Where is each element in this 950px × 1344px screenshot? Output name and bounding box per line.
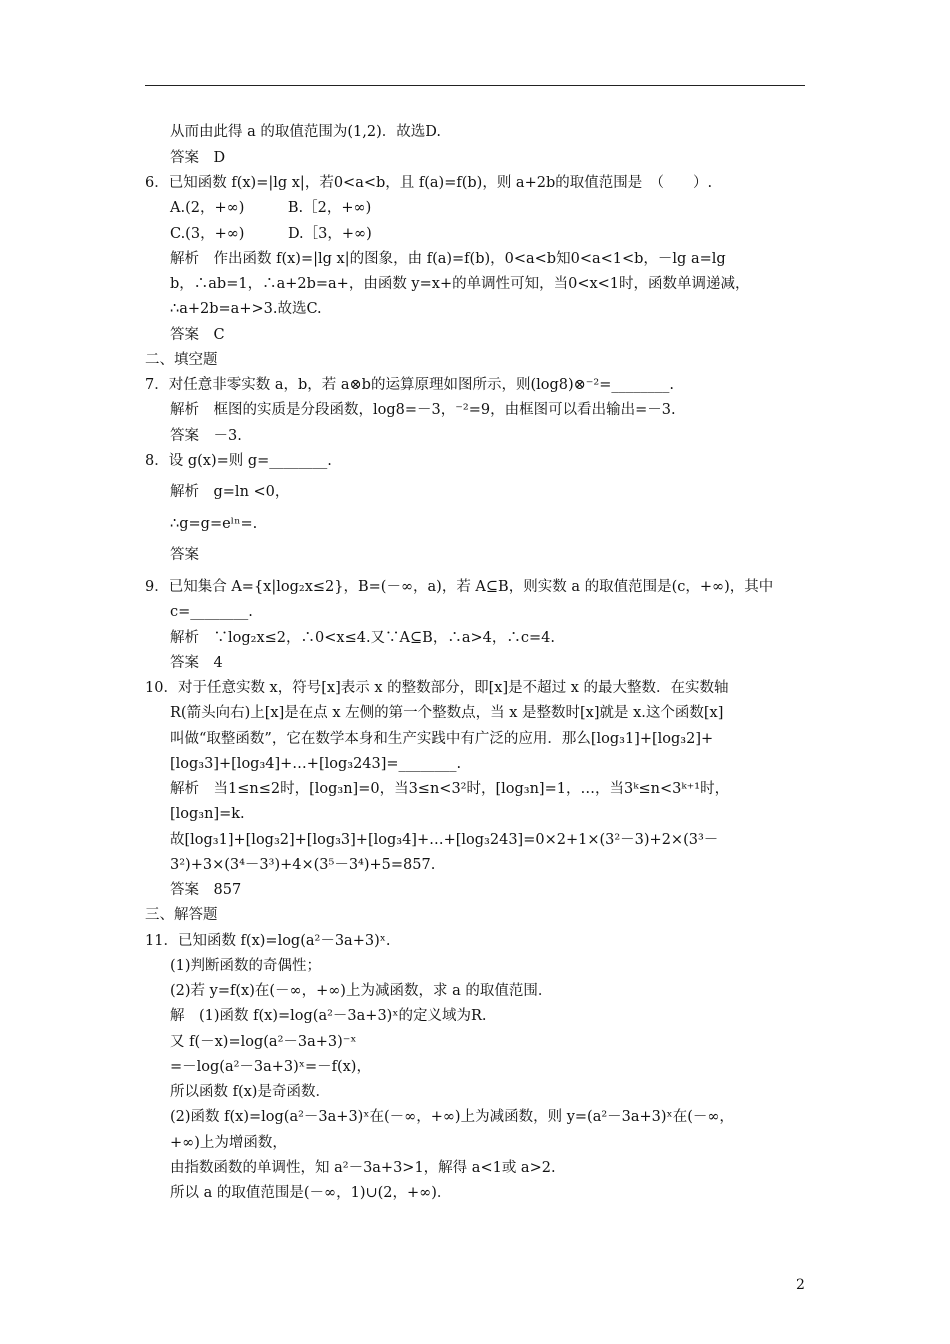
analysis-line: ∴g=g=eˡⁿ=. (170, 516, 258, 532)
answer-line: 答案 (170, 547, 199, 563)
analysis-line: 解析 当1≤n≤2时，[log₃n]=0，当3≤n<3²时，[log₃n]=1，…，当3ᵏ≤n<3ᵏ⁺¹时， (170, 781, 730, 797)
solution-line: 所以 a 的取值范围是(－∞，1)∪(2，+∞)． (170, 1185, 452, 1201)
text-line: (1)判断函数的奇偶性； (170, 958, 322, 974)
text-line: 叫做“取整函数”，它在数学本身和生产实践中有广泛的应用．那么[log₃1]+[log₃2]+ (170, 731, 714, 747)
answer-line: 答案 D (170, 150, 226, 166)
solution-line: +∞)上为增函数， (170, 1135, 287, 1151)
question-7: 7．对任意非零实数 a，b，若 a⊗b的运算原理如图所示，则(log8)⊗⁻²=________. (145, 377, 675, 393)
analysis-line: 故[log₃1]+[log₃2]+[log₃3]+[log₃4]+…+[log₃243]=0×2+1×(3²－3)+2×(3³－ (170, 832, 719, 848)
text-line: (2)若 y=f(x)在(－∞，+∞)上为减函数，求 a 的取值范围． (170, 983, 553, 999)
text-line: R(箭头向右)上[x]是在点 x 左侧的第一个整数点，当 x 是整数时[x]就是 x.这个函数[x] (170, 705, 724, 721)
analysis-line: 解析 g=ln <0， (170, 484, 290, 500)
solution-line: (2)函数 f(x)=log(a²－3a+3)ˣ在(－∞，+∞)上为减函数，则 y=(a²－3a+3)ˣ在(－∞， (170, 1109, 734, 1125)
analysis-line: 解析 ∵log₂x≤2，∴0<x≤4.又∵A⊆B，∴a>4，∴c=4. (170, 630, 555, 646)
solution-line: =－log(a²－3a+3)ˣ=－f(x)， (170, 1059, 371, 1075)
solution-line: 解 (1)函数 f(x)=log(a²－3a+3)ˣ的定义域为R. (170, 1008, 487, 1024)
header-rule (145, 85, 805, 86)
question-8: 8．设 g(x)=则 g=________. (145, 453, 332, 469)
solution-line: 所以函数 f(x)是奇函数． (170, 1084, 330, 1100)
question-9: 9．已知集合 A={x|log₂x≤2}，B=(－∞，a)，若 A⊆B，则实数 a 的取值范围是(c，+∞)，其中 (145, 579, 774, 595)
answer-line: 答案 －3. (170, 428, 242, 444)
analysis-line: 解析 作出函数 f(x)=|lg x|的图象，由 f(a)=f(b)，0<a<b知0<a<1<b，－lg a=lg (170, 251, 726, 267)
solution-line: 由指数函数的单调性，知 a²－3a+3>1，解得 a<1或 a>2. (170, 1160, 556, 1176)
solution-line: 又 f(－x)=log(a²－3a+3)⁻ˣ (170, 1034, 357, 1050)
option-line: C.(3，+∞) D.［3，+∞) (170, 226, 372, 242)
analysis-line: 3²)+3×(3⁴－3³)+4×(3⁵－3⁴)+5=857. (170, 857, 436, 873)
answer-line: 答案 C (170, 327, 225, 343)
question-6: 6．已知函数 f(x)=|lg x|，若0<a<b，且 f(a)=f(b)，则 a+2b的取值范围是 （ ）. (145, 175, 713, 191)
text-line: [log₃3]+[log₃4]+…+[log₃243]=________. (170, 756, 462, 772)
page-number: 2 (796, 1277, 805, 1293)
question-10: 10．对于任意实数 x，符号[x]表示 x 的整数部分，即[x]是不超过 x 的最大整数．在实数轴 (145, 680, 729, 696)
text-line: c=________. (170, 604, 253, 620)
answer-line: 答案 857 (170, 882, 242, 898)
answer-line: 答案 4 (170, 655, 223, 671)
section-heading: 三、解答题 (145, 907, 218, 923)
option-line: A.(2，+∞) B.［2，+∞) (170, 200, 372, 216)
analysis-line: [log₃n]=k. (170, 806, 245, 822)
analysis-line: ∴a+2b=a+>3.故选C. (170, 301, 322, 317)
text-line: 从而由此得 a 的取值范围为(1,2)．故选D. (170, 124, 441, 140)
section-heading: 二、填空题 (145, 352, 218, 368)
question-11: 11．已知函数 f(x)=log(a²－3a+3)ˣ. (145, 933, 391, 949)
analysis-line: b，∴ab=1，∴a+2b=a+，由函数 y=x+的单调性可知，当0<x<1时，函数单调递减， (170, 276, 750, 292)
analysis-line: 解析 框图的实质是分段函数，log8=－3，⁻²=9，由框图可以看出输出=－3. (170, 402, 676, 418)
